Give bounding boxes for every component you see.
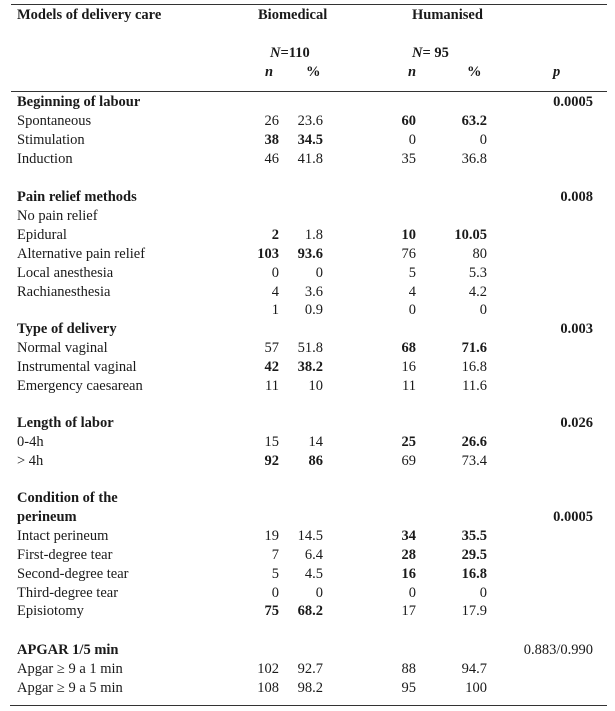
- humanised-pct: 80: [472, 245, 487, 262]
- humanised-n: 28: [401, 546, 416, 563]
- top-rule: [11, 4, 607, 5]
- humanised-pct: 71.6: [461, 339, 487, 356]
- humanised-pct: 100: [465, 679, 487, 696]
- row-label: Third-degree tear: [17, 584, 119, 601]
- humanised-pct: 36.8: [461, 150, 487, 167]
- row-label: Local anesthesia: [17, 264, 114, 281]
- biomedical-n: 15: [264, 433, 279, 450]
- humanised-n: 69: [401, 452, 416, 469]
- subheader-n-biomedical: n: [265, 64, 274, 80]
- row-label: Rachianesthesia: [17, 283, 111, 300]
- humanised-n: 10: [401, 226, 416, 243]
- p-value: 0.026: [560, 415, 593, 431]
- section-title: Length of labor: [17, 415, 114, 431]
- biomedical-n: 19: [264, 527, 279, 544]
- biomedical-pct: 14: [308, 433, 323, 450]
- header-rule: [11, 91, 607, 92]
- section-title: perineum: [17, 508, 77, 525]
- humanised-pct: 29.5: [461, 546, 487, 563]
- biomedical-n: 108: [257, 679, 279, 696]
- humanised-n: 68: [401, 339, 416, 356]
- humanised-n: 11: [402, 377, 416, 394]
- biomedical-pct: 51.8: [297, 339, 323, 356]
- sample-size-label: N: [412, 45, 423, 61]
- humanised-pct: 94.7: [461, 660, 487, 677]
- section-title: Pain relief methods: [17, 189, 137, 205]
- humanised-pct: 0: [479, 302, 487, 319]
- row-label: No pain relief: [17, 207, 98, 224]
- humanised-n: 76: [401, 245, 416, 262]
- biomedical-n: 75: [264, 603, 279, 620]
- biomedical-pct: 4.5: [304, 565, 323, 582]
- sample-size-value: =110: [280, 45, 310, 61]
- row-label: Apgar ≥ 9 a 1 min: [17, 660, 123, 677]
- biomedical-pct: 86: [308, 452, 323, 469]
- humanised-pct: 0: [479, 131, 487, 148]
- row-label: 0-4h: [17, 433, 44, 450]
- humanised-n: 0: [408, 302, 416, 319]
- humanised-n: 4: [408, 283, 416, 300]
- biomedical-pct: 68.2: [297, 603, 323, 620]
- row-label: Emergency caesarean: [17, 377, 143, 394]
- humanised-pct: 26.6: [461, 433, 487, 450]
- subheader-n-humanised: n: [408, 64, 417, 80]
- biomedical-n: 11: [265, 377, 279, 394]
- humanised-n: 5: [408, 264, 416, 281]
- biomedical-n: 5: [271, 565, 279, 582]
- biomedical-pct: 93.6: [297, 245, 323, 262]
- biomedical-pct: 1.8: [304, 226, 323, 243]
- row-label: Instrumental vaginal: [17, 358, 137, 375]
- biomedical-n: 2: [271, 226, 279, 243]
- humanised-pct: 10.05: [454, 226, 487, 243]
- biomedical-n: 103: [257, 245, 279, 262]
- p-value: 0.0005: [553, 508, 593, 525]
- section-title: APGAR 1/5 min: [17, 642, 119, 658]
- humanised-n: 0: [408, 131, 416, 148]
- humanised-n: 35: [401, 150, 416, 167]
- humanised-pct: 5.3: [468, 264, 487, 281]
- p-value: 0.008: [560, 189, 593, 205]
- biomedical-pct: 0.9: [304, 302, 323, 319]
- row-label: Intact perineum: [17, 527, 109, 544]
- humanised-n: 88: [401, 660, 416, 677]
- biomedical-n: 92: [264, 452, 279, 469]
- humanised-n: 16: [401, 565, 416, 582]
- humanised-pct: 16.8: [461, 358, 487, 375]
- biomedical-pct: 38.2: [297, 358, 323, 375]
- section-title: Beginning of labour: [17, 94, 141, 110]
- humanised-pct: 73.4: [461, 452, 487, 469]
- row-label: Alternative pain relief: [17, 245, 146, 262]
- humanised-sample-size: [412, 44, 449, 62]
- row-label: Induction: [17, 150, 73, 167]
- humanised-pct: 63.2: [461, 112, 487, 129]
- row-label: > 4h: [17, 452, 44, 469]
- column-header-humanised: Humanised: [412, 7, 483, 23]
- row-label: Normal vaginal: [17, 339, 108, 356]
- biomedical-n: 4: [271, 283, 279, 300]
- subheader-pct-humanised: %: [467, 64, 482, 80]
- row-label: Second-degree tear: [17, 565, 129, 582]
- humanised-n: 60: [401, 112, 416, 129]
- subheader-p-value: p: [553, 64, 561, 80]
- humanised-pct: 16.8: [461, 565, 487, 582]
- section-title-line1: Condition of the: [17, 490, 118, 506]
- row-label: Apgar ≥ 9 a 5 min: [17, 679, 123, 696]
- biomedical-n: 1: [271, 302, 279, 319]
- humanised-n: 95: [401, 679, 416, 696]
- biomedical-n: 46: [264, 150, 279, 167]
- biomedical-pct: 92.7: [297, 660, 323, 677]
- biomedical-n: 7: [271, 546, 279, 563]
- humanised-n: 0: [408, 584, 416, 601]
- biomedical-n: 42: [264, 358, 279, 375]
- humanised-n: 25: [401, 433, 416, 450]
- humanised-pct: 4.2: [468, 283, 487, 300]
- biomedical-sample-size: [270, 44, 310, 62]
- biomedical-pct: 23.6: [297, 112, 323, 129]
- biomedical-pct: 14.5: [297, 527, 323, 544]
- section-title: Type of delivery: [17, 321, 117, 337]
- biomedical-n: 26: [264, 112, 279, 129]
- row-label: First-degree tear: [17, 546, 113, 563]
- humanised-n: 16: [401, 358, 416, 375]
- row-label: Episiotomy: [17, 603, 84, 620]
- humanised-pct: 17.9: [461, 603, 487, 620]
- bottom-rule: [10, 705, 607, 706]
- humanised-n: 34: [401, 527, 416, 544]
- column-header-models: Models of delivery care: [17, 7, 162, 23]
- humanised-pct: 11.6: [462, 377, 487, 394]
- biomedical-pct: 0: [315, 584, 323, 601]
- biomedical-n: 57: [264, 339, 279, 356]
- p-value: 0.883/0.990: [523, 642, 593, 658]
- biomedical-pct: 0: [315, 264, 323, 281]
- biomedical-pct: 10: [308, 377, 323, 394]
- biomedical-pct: 3.6: [304, 283, 323, 300]
- row-label: Spontaneous: [17, 112, 92, 129]
- biomedical-n: 0: [271, 584, 279, 601]
- column-header-biomedical: Biomedical: [258, 7, 328, 23]
- row-label: Epidural: [17, 226, 67, 243]
- row-label: Stimulation: [17, 131, 85, 148]
- sample-size-label: N: [270, 45, 281, 61]
- p-value: 0.003: [560, 321, 593, 337]
- biomedical-n: 38: [264, 131, 279, 148]
- biomedical-n: 102: [257, 660, 279, 677]
- humanised-pct: 0: [479, 584, 487, 601]
- biomedical-pct: 41.8: [297, 150, 323, 167]
- subheader-pct-biomedical: %: [306, 64, 321, 80]
- humanised-n: 17: [401, 603, 416, 620]
- biomedical-n: 0: [271, 264, 279, 281]
- p-value: 0.0005: [553, 94, 593, 110]
- humanised-pct: 35.5: [461, 527, 487, 544]
- sample-size-value: = 95: [422, 45, 449, 61]
- biomedical-pct: 98.2: [297, 679, 323, 696]
- biomedical-pct: 34.5: [297, 131, 323, 148]
- biomedical-pct: 6.4: [304, 546, 323, 563]
